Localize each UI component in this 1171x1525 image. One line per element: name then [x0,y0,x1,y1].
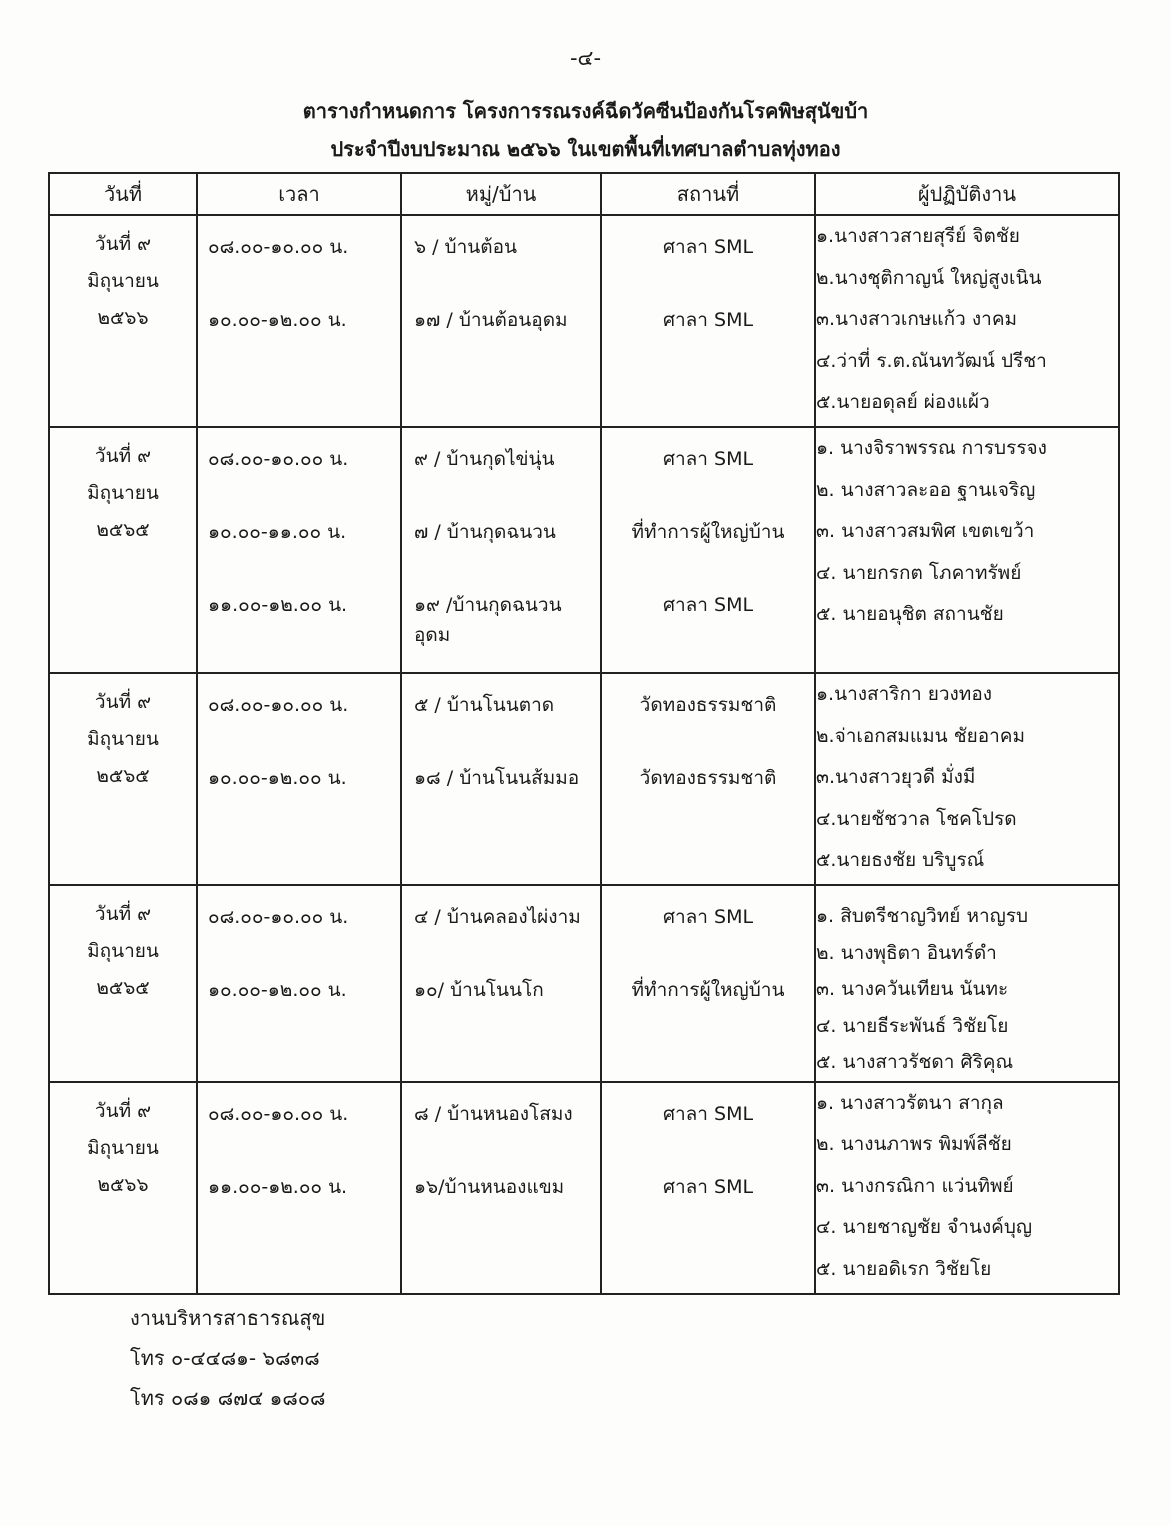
village-line: ๕ / บ้านโนนตาด [414,694,555,716]
staff-member: ๒. นางสาวละออ ฐานเจริญ [816,478,1036,501]
staff-member: ๕.นายธงชัย บริบูรณ์ [816,849,985,871]
place-cell [601,885,815,1082]
date-cell [49,427,197,673]
place-cell [601,427,815,673]
staff-member: ๑.นางสาริกา ยวงทอง [816,683,993,705]
village-line: ๗ / บ้านกุดฉนวน [414,521,556,543]
place-cell [601,673,815,885]
time-slot: ๐๘.๐๐-๑๐.๐๐ น. [208,448,349,470]
header-staff: ผู้ปฏิบัติงาน [815,173,1119,215]
village-cell [401,1082,601,1294]
header-time: เวลา [197,173,401,215]
village-line: ๘ / บ้านหนองโสมง [414,1102,573,1125]
date-line: มิถุนายน [87,728,159,750]
time-cell [197,427,401,673]
place-slot: ศาลา SML [662,1175,754,1198]
date-line: ๒๕๖๕ [96,765,150,787]
document-title [0,92,1171,168]
staff-member: ๕. นายอดิเรก วิชัยโย [816,1257,992,1280]
place-slot: ที่ทำการผู้ใหญ่บ้าน [631,979,785,1001]
date-line: ๒๕๖๕ [96,977,150,999]
time-slot: ๑๐.๐๐-๑๑.๐๐ น. [208,521,347,543]
staff-member: ๔. นายธีระพันธ์ วิชัยโย [816,1014,1009,1037]
time-cell [197,673,401,885]
village-line: ๑๘ / บ้านโนนส้มมอ [414,767,580,789]
village-slot [402,590,600,663]
date-line: วันที่ ๙ [94,1099,152,1122]
staff-member: ๓. นางควันเทียน นันทะ [816,978,1009,1000]
village-slot [402,1099,600,1172]
place-cell [601,1082,815,1294]
time-slot: ๐๘.๐๐-๑๐.๐๐ น. [208,236,349,258]
staff-member: ๔. นายชาญชัย จำนงค์บุญ [816,1216,1033,1238]
village-line: ๑๙ /บ้านกุดฉนวน [414,594,562,616]
place-slot: ศาลา SML [662,1102,754,1125]
staff-member: ๑. นางสาวรัตนา สากุล [816,1091,1004,1114]
time-slot: ๑๑.๐๐-๑๒.๐๐ น. [208,1175,348,1198]
village-slot [402,517,600,590]
staff-member: ๕.นายอดุลย์ ผ่องแผ้ว [816,391,990,413]
staff-member: ๑.นางสาวสายสุรีย์ จิตชัย [816,225,1020,247]
village-slot [402,975,600,1048]
place-cell [601,215,815,427]
date-line: ๒๕๖๖ [97,307,149,329]
place-slot: ศาลา SML [662,906,754,928]
staff-member: ๓. นางกรณิกา แว่นทิพย์ [816,1174,1014,1197]
time-slot: ๑๐.๐๐-๑๒.๐๐ น. [208,979,347,1001]
staff-member: ๔.นายชัชวาล โชคโปรด [816,807,1017,830]
village-line: ๙ / บ้านกุดไข่นุ่น [414,448,555,470]
place-slot: ศาลา SML [662,448,754,470]
time-slot: ๐๘.๐๐-๑๐.๐๐ น. [208,694,349,716]
table-row [49,215,1119,427]
village-slot [402,444,600,517]
header-date: วันที่ [49,173,197,215]
staff-member: ๕. นางสาวรัชดา ศิริคุณ [816,1051,1014,1073]
village-slot [402,232,600,305]
phone-1: โทร ๐-๔๔๘๑- ๖๘๓๘ [130,1346,320,1370]
staff-cell [815,885,1119,1082]
village-cell [401,215,601,427]
staff-member: ๔.ว่าที่ ร.ต.ณันทวัฒน์ ปรีชา [816,349,1047,372]
place-slot: ที่ทำการผู้ใหญ่บ้าน [631,521,785,543]
village-slot [402,690,600,763]
table-row [49,673,1119,885]
header-village: หมู่/บ้าน [401,173,601,215]
time-cell [197,1082,401,1294]
date-line: วันที่ ๙ [94,233,152,255]
staff-member: ๒.นางชุติกาญน์ ใหญ่สูงเนิน [816,266,1042,289]
staff-member: ๓.นางสาวยุวดี มั่งมี [816,766,976,788]
staff-cell [815,1082,1119,1294]
place-slot: ศาลา SML [662,594,754,616]
village-cell [401,427,601,673]
table-row [49,427,1119,673]
time-slot: ๐๘.๐๐-๑๐.๐๐ น. [208,906,349,928]
village-line: ๑๗ / บ้านต้อนอุดม [414,309,568,331]
time-slot: ๑๐.๐๐-๑๒.๐๐ น. [208,309,347,331]
phone-2: โทร ๐๘๑ ๘๗๔ ๑๘๐๘ [130,1386,326,1410]
village-line: ๖ / บ้านต้อน [414,236,517,258]
table-row [49,1082,1119,1294]
date-cell [49,1082,197,1294]
village-cell [401,885,601,1082]
place-slot: ศาลา SML [662,309,754,331]
date-cell [49,215,197,427]
staff-member: ๑. สิบตรีชาญวิทย์ หาญรบ [816,905,1029,927]
village-slot [402,305,600,378]
staff-member: ๑. นางจิราพรรณ การบรรจง [816,437,1047,459]
title-line-2: ประจำปีงบประมาณ ๒๕๖๖ ในเขตพื้นที่เทศบาลตำบลทุ่งทอง [330,137,841,161]
staff-member: ๔. นายกรกต โภคาทรัพย์ [816,561,1022,584]
village-cell [401,673,601,885]
header-row [49,173,1119,215]
date-line: วันที่ ๙ [94,445,152,467]
village-slot [402,763,600,836]
date-line: ๒๕๖๕ [96,519,150,541]
schedule-body [49,215,1119,1294]
date-cell [49,885,197,1082]
village-line: ๑๐/ บ้านโนนโก [414,979,544,1001]
date-cell [49,673,197,885]
time-slot: ๐๘.๐๐-๑๐.๐๐ น. [208,1102,349,1125]
footer [130,1298,325,1418]
table-row [49,885,1119,1082]
place-slot: ศาลา SML [662,236,754,258]
date-line: วันที่ ๙ [94,903,152,925]
department-name: งานบริหารสาธารณสุข [130,1306,326,1330]
date-line: มิถุนายน [87,1136,159,1159]
staff-member: ๕. นายอนุชิต สถานชัย [816,603,1004,625]
page-number: -๔- [569,46,602,70]
title-line-1: ตารางกำหนดการ โครงการรณรงค์ฉีดวัคซีนป้องกันโรคพิษสุนัขบ้า [302,99,869,123]
village-line: ๔ / บ้านคลองไผ่งาม [414,906,581,928]
schedule-table [48,172,1120,1295]
staff-cell [815,215,1119,427]
time-cell [197,215,401,427]
village-line: ๑๖/บ้านหนองแขม [414,1175,565,1198]
staff-member: ๒. นางพุธิตา อินทร์ดำ [816,941,997,964]
village-line: อุดม [414,624,451,646]
time-slot: ๑๑.๐๐-๑๒.๐๐ น. [208,594,348,616]
place-slot: วัดทองธรรมชาติ [639,767,777,789]
date-line: มิถุนายน [87,482,159,504]
staff-member: ๒. นางนภาพร พิมพ์ลีชัย [816,1133,1012,1155]
date-line: วันที่ ๙ [94,691,152,713]
place-slot: วัดทองธรรมชาติ [639,694,777,716]
staff-member: ๒.จ่าเอกสมแมน ชัยอาคม [816,724,1026,747]
header-place: สถานที่ [601,173,815,215]
staff-cell [815,673,1119,885]
date-line: มิถุนายน [87,940,159,962]
village-slot [402,1172,600,1245]
staff-member: ๓. นางสาวสมพิศ เขตเขว้า [816,520,1035,542]
time-slot: ๑๐.๐๐-๑๒.๐๐ น. [208,767,347,789]
date-line: ๒๕๖๖ [97,1173,149,1196]
time-cell [197,885,401,1082]
staff-member: ๓.นางสาวเกษแก้ว งาคม [816,308,1018,330]
village-slot [402,902,600,975]
date-line: มิถุนายน [87,270,159,292]
staff-cell [815,427,1119,673]
